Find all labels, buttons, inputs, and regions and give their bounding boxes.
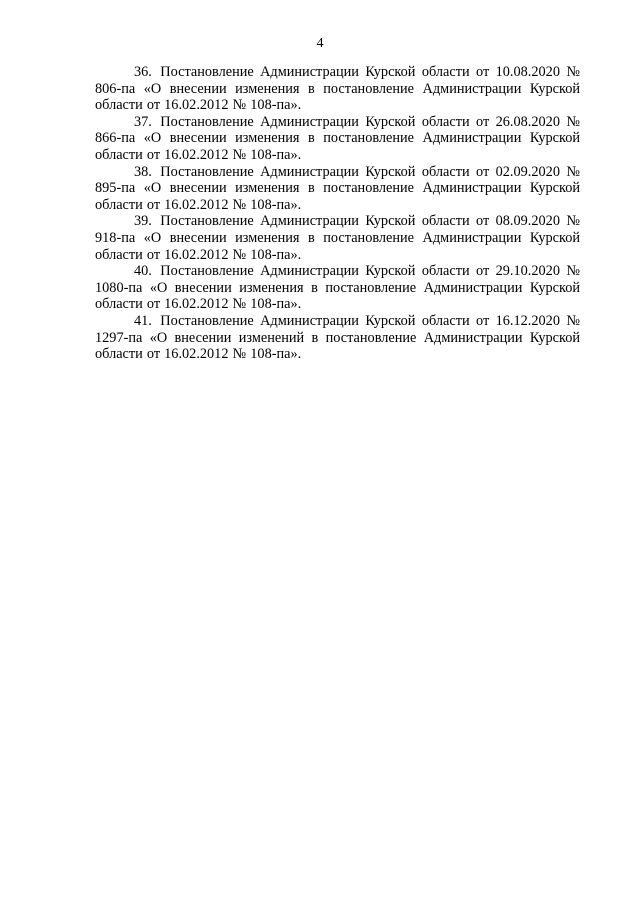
list-item — [95, 114, 580, 164]
item-number: 40. — [134, 263, 152, 280]
item-number: 39. — [134, 213, 152, 230]
list-item — [95, 164, 580, 214]
item-text: Постановление Администрации Курской области от 29.10.2020 № 1080-па «О внесении изменения в постановление Администрации Курской области от 16.02.2012 № 108-па». — [95, 263, 581, 313]
item-text: Постановление Администрации Курской области от 10.08.2020 № 806-па «О внесении изменения в постановление Администрации Курской области от 16.02.2012 № 108-па». — [95, 64, 581, 114]
list-item — [95, 263, 580, 313]
item-number: 38. — [134, 163, 152, 180]
item-number: 37. — [134, 113, 152, 130]
list-item — [95, 64, 580, 114]
item-text: Постановление Администрации Курской области от 16.12.2020 № 1297-па «О внесении изменений в постановление Администрации Курской области от 16.02.2012 № 108-па». — [95, 312, 581, 363]
item-number: 36. — [134, 64, 152, 80]
page-number: 4 — [316, 36, 324, 51]
item-text: Постановление Администрации Курской области от 08.09.2020 № 918-па «О внесении изменения в постановление Администрации Курской области от 16.02.2012 № 108-па». — [95, 213, 581, 263]
item-number: 41. — [134, 312, 152, 329]
list-item — [95, 213, 580, 263]
item-text: Постановление Администрации Курской области от 02.09.2020 № 895-па «О внесении изменения в постановление Администрации Курской области от 16.02.2012 № 108-па». — [95, 163, 581, 213]
list-item — [95, 313, 580, 363]
regulation-list — [95, 64, 580, 363]
item-text: Постановление Администрации Курской области от 26.08.2020 № 866-па «О внесении изменения в постановление Администрации Курской области от 16.02.2012 № 108-па». — [95, 113, 581, 163]
